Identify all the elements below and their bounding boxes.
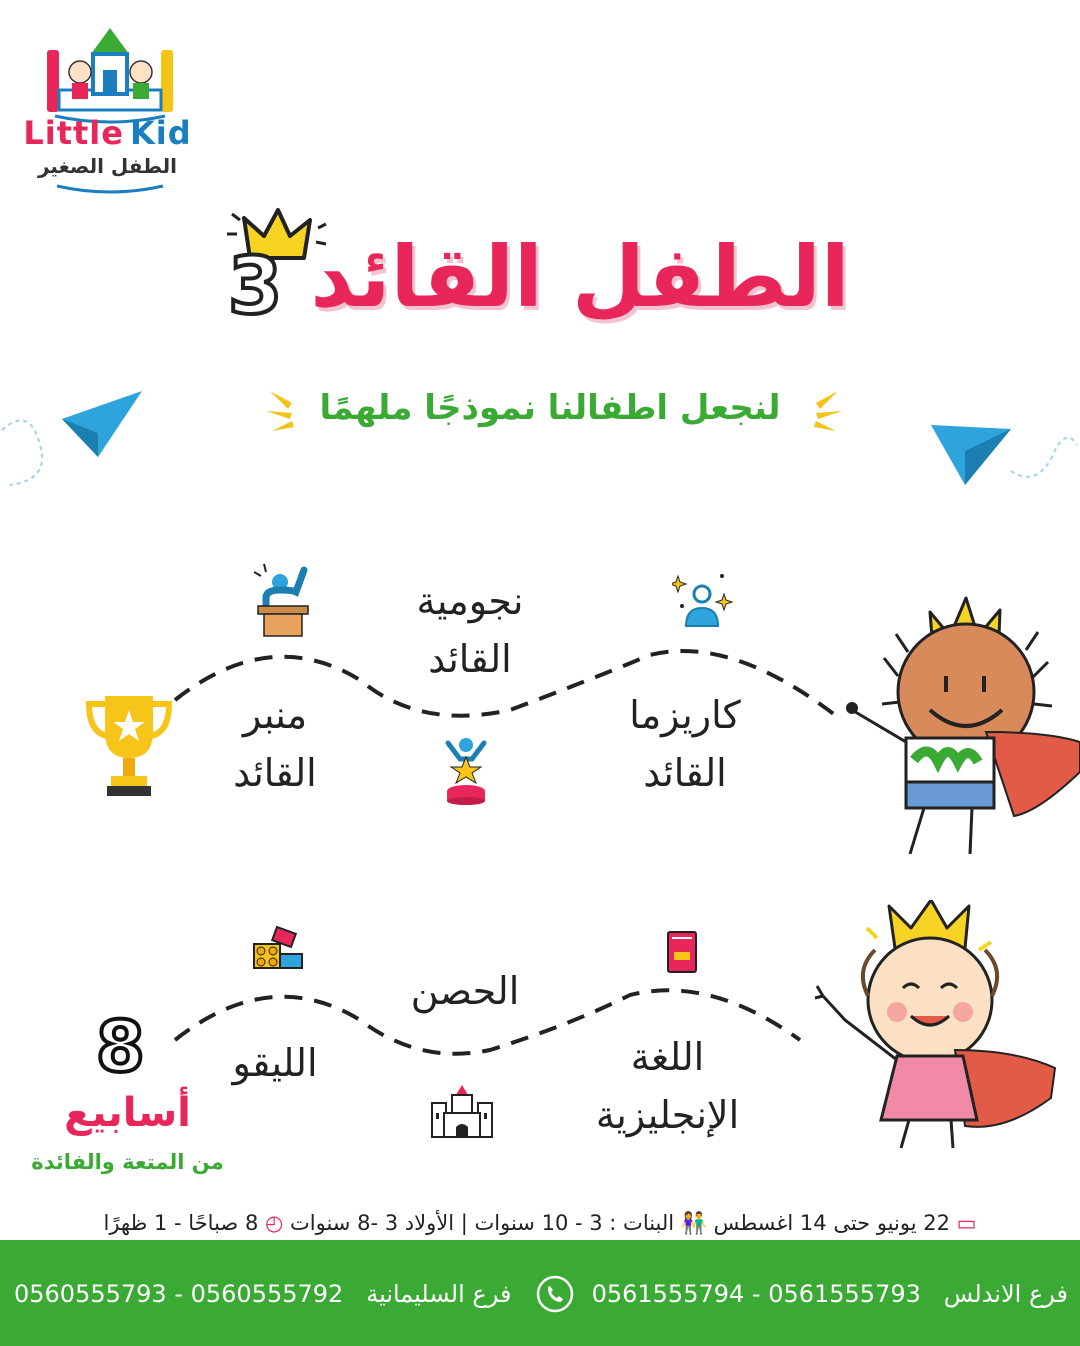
branch-1-phones: 0561555794 - 0561555793 [591, 1280, 921, 1308]
path-2-step-2-label: الحصن [410, 969, 520, 1013]
weeks-label: أسابيع [64, 1090, 191, 1136]
book-icon [666, 930, 698, 974]
step-2-line-1: نجومية [416, 579, 524, 623]
star-kid-icon [444, 737, 488, 805]
girl-superhero-illustration [805, 900, 1060, 1158]
branch-1-label: فرع الاندلس [943, 1280, 1068, 1308]
weeks-subtitle: من المتعة والفائدة [31, 1150, 224, 1174]
logo-house-icon [35, 20, 185, 125]
path-2-step-3-label: الليقو [232, 1041, 318, 1085]
logo [20, 20, 195, 195]
people-icon: 👫 [680, 1211, 707, 1235]
path-2-step-1-label [580, 1028, 755, 1144]
lego-blocks-icon [252, 926, 304, 970]
info-bar [40, 1211, 1040, 1236]
step-3-line-2: القائد [233, 751, 317, 795]
logo-wordmark [20, 114, 195, 152]
footer [0, 1240, 1080, 1346]
paper-plane-left-icon [0, 385, 150, 495]
page-title: الطفل القائد [310, 228, 850, 326]
calendar-icon: ▭ [956, 1211, 977, 1235]
logo-underline [55, 182, 165, 196]
path-1-step-2-label [385, 572, 555, 688]
step-2-line-2: القائد [428, 637, 512, 681]
castle-icon [430, 1085, 494, 1139]
weeks-number: 8 [96, 1006, 145, 1088]
title-number: 3 [228, 242, 283, 332]
info-girls: البنات : 3 - 10 سنوات [474, 1211, 675, 1235]
logo-kid: Kid [129, 114, 192, 152]
step-1-line-1: اللغة [630, 1035, 705, 1079]
sparkle-right-icon [806, 385, 846, 437]
step-3-line-1: منبر [242, 693, 308, 737]
info-dates: 22 يونيو حتى 14 اغسطس [713, 1211, 950, 1235]
step-1-line-2: القائد [643, 751, 727, 795]
branch-2-label: فرع السليمانية [366, 1280, 512, 1308]
branch-2-phones: 0560555793 - 0560555792 [14, 1280, 344, 1308]
trophy-icon [85, 692, 173, 798]
path-1-step-3-label [190, 686, 360, 802]
branch-2 [14, 1280, 514, 1308]
logo-arabic: الطفل الصغير [37, 154, 178, 178]
info-boys: الأولاد 3 -8 سنوات [290, 1211, 455, 1235]
phone-icon[interactable] [535, 1274, 575, 1314]
subtitle: لنجعل اطفالنا نموذجًا ملهمًا [319, 388, 781, 428]
step-1-line-1: كاريزما [629, 693, 741, 737]
info-separator: | [460, 1211, 468, 1235]
logo-little: Little [23, 114, 124, 152]
podium-speaker-icon [252, 562, 312, 638]
person-sparkle-icon [672, 572, 734, 630]
paper-plane-right-icon [925, 415, 1080, 495]
step-1-line-2: الإنجليزية [595, 1093, 740, 1137]
path-1-step-1-label [600, 686, 770, 802]
branch-1 [592, 1280, 1068, 1308]
info-time: 8 صباحًا - 1 ظهرًا [103, 1211, 259, 1235]
clock-icon: ◴ [265, 1211, 284, 1235]
sparkle-left-icon [262, 385, 302, 437]
boy-superhero-illustration [838, 592, 1080, 860]
